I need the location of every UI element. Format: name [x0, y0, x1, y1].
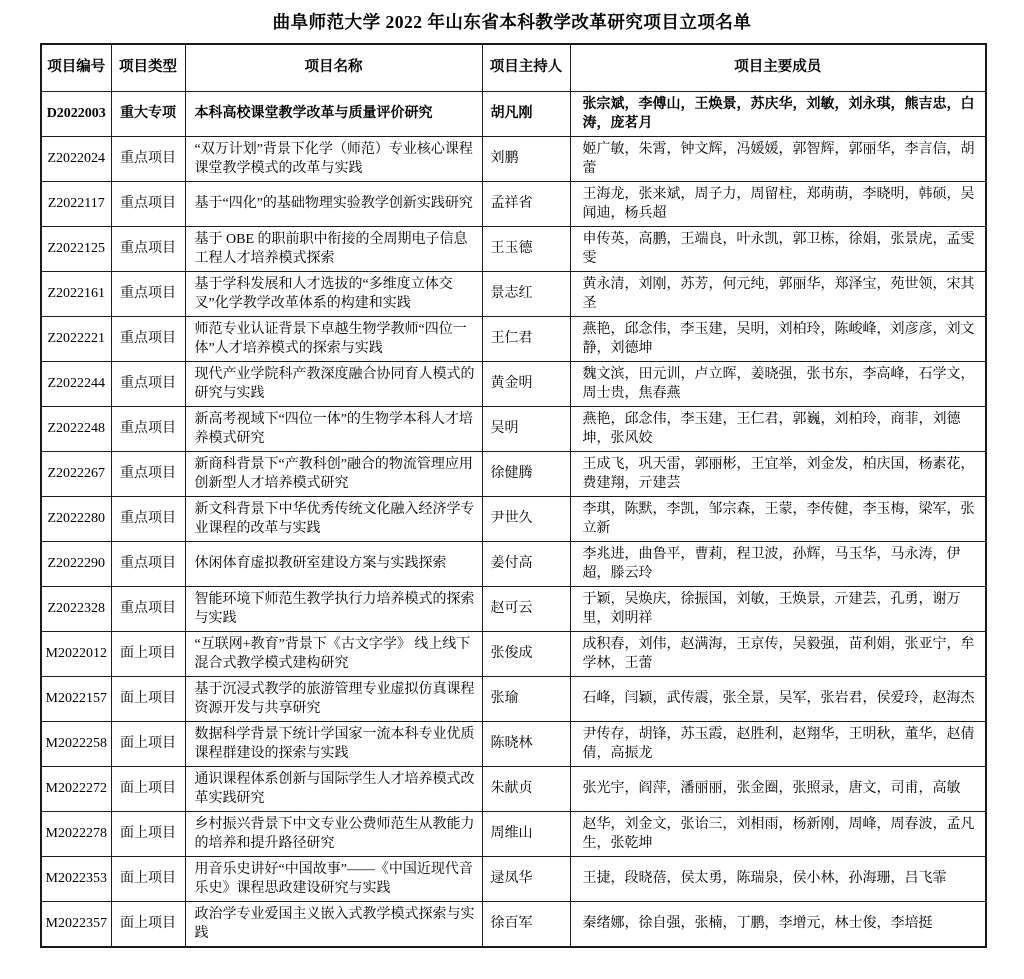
header-project-leader: 项目主持人	[482, 44, 570, 91]
project-name-cell: 智能环境下师范生教学执行力培养模式的探索与实践	[185, 586, 482, 631]
project-name-cell: “互联网+教育”背景下《古文字学》 线上线下混合式教学模式建构研究	[185, 631, 482, 676]
table-row	[41, 91, 986, 136]
project-leader-cell: 吴明	[482, 406, 570, 451]
project-members-cell: 王捷，段晓蓓，侯太勇，陈瑞泉，侯小林，孙海珊，吕飞霏	[570, 856, 986, 901]
project-leader-cell: 徐健腾	[482, 451, 570, 496]
project-members-cell: 赵华，刘金文，张诒三，刘相雨，杨新刚，周峰，周春波，孟凡生，张乾坤	[570, 811, 986, 856]
project-leader-cell: 姜付高	[482, 541, 570, 586]
project-id-cell: M2022278	[41, 811, 111, 856]
table-row	[41, 901, 986, 947]
project-id-cell: Z2022267	[41, 451, 111, 496]
project-members-cell: 李兆进，曲鲁平，曹莉，程卫波，孙辉，马玉华，马永涛，伊超，滕云玲	[570, 541, 986, 586]
project-id-cell: M2022012	[41, 631, 111, 676]
project-members-cell: 秦绪娜，徐自强，张楠，丁鹏，李增元，林士俊，李培挺	[570, 901, 986, 947]
project-id-cell: Z2022280	[41, 496, 111, 541]
project-name-cell: 乡村振兴背景下中文专业公费师范生从教能力的培养和提升路径研究	[185, 811, 482, 856]
project-type-cell: 重点项目	[111, 451, 185, 496]
project-name-cell: 新商科背景下“产教科创”融合的物流管理应用创新型人才培养模式研究	[185, 451, 482, 496]
project-members-cell: 申传英，高鹏，王端良，叶永凯，郭卫栋，徐娟，张景虎，孟雯雯	[570, 226, 986, 271]
project-leader-cell: 赵可云	[482, 586, 570, 631]
project-id-cell: Z2022024	[41, 136, 111, 181]
project-name-cell: 休闲体育虚拟教研室建设方案与实践探索	[185, 541, 482, 586]
project-id-cell: Z2022290	[41, 541, 111, 586]
table-header	[41, 44, 986, 91]
project-members-cell: 李琪，陈默，李凯，邹宗森，王蒙，李传健，李玉梅，梁军，张立新	[570, 496, 986, 541]
project-members-cell: 王成飞，巩天雷，郭丽彬，王宜举，刘金发，柏庆国，杨素花，费建翔，亓建芸	[570, 451, 986, 496]
project-name-cell: 政治学专业爱国主义嵌入式教学模式探索与实践	[185, 901, 482, 947]
project-name-cell: 基于学科发展和人才选拔的“多维度立体交叉”化学教学改革体系的构建和实践	[185, 271, 482, 316]
project-type-cell: 重点项目	[111, 361, 185, 406]
project-name-cell: 新文科背景下中华优秀传统文化融入经济学专业课程的改革与实践	[185, 496, 482, 541]
project-id-cell: M2022157	[41, 676, 111, 721]
project-leader-cell: 王仁君	[482, 316, 570, 361]
table-row	[41, 811, 986, 856]
header-project-type: 项目类型	[111, 44, 185, 91]
project-id-cell: Z2022161	[41, 271, 111, 316]
project-leader-cell: 张瑜	[482, 676, 570, 721]
table-row	[41, 406, 986, 451]
project-type-cell: 面上项目	[111, 811, 185, 856]
project-leader-cell: 胡凡刚	[482, 91, 570, 136]
project-id-cell: M2022258	[41, 721, 111, 766]
project-leader-cell: 刘鹏	[482, 136, 570, 181]
project-type-cell: 重点项目	[111, 541, 185, 586]
project-leader-cell: 尹世久	[482, 496, 570, 541]
project-type-cell: 重点项目	[111, 226, 185, 271]
project-leader-cell: 陈晓林	[482, 721, 570, 766]
project-id-cell: Z2022328	[41, 586, 111, 631]
project-id-cell: M2022272	[41, 766, 111, 811]
project-leader-cell: 徐百军	[482, 901, 570, 947]
project-name-cell: 基于“四化”的基础物理实验教学创新实践研究	[185, 181, 482, 226]
project-type-cell: 重点项目	[111, 586, 185, 631]
project-members-cell: 燕艳，邱念伟，李玉建，吴明，刘柏玲，陈峻峰，刘彦彦，刘文静，刘德坤	[570, 316, 986, 361]
project-type-cell: 面上项目	[111, 721, 185, 766]
project-name-cell: 通识课程体系创新与国际学生人才培养模式改革实践研究	[185, 766, 482, 811]
project-type-cell: 重点项目	[111, 181, 185, 226]
project-leader-cell: 朱献贞	[482, 766, 570, 811]
header-row	[41, 44, 986, 91]
table-row	[41, 136, 986, 181]
table-row	[41, 631, 986, 676]
table-row	[41, 226, 986, 271]
project-members-cell: 王海龙，张来斌，周子力，周留柱，郑萌萌，李晓明，韩硕，吴闻迪，杨兵超	[570, 181, 986, 226]
header-project-name: 项目名称	[185, 44, 482, 91]
project-type-cell: 面上项目	[111, 631, 185, 676]
project-members-cell: 尹传存，胡锋，苏玉霞，赵胜利，赵翔华，王明秋，董华，赵倩倩，高振龙	[570, 721, 986, 766]
table-row	[41, 451, 986, 496]
table-row	[41, 496, 986, 541]
project-leader-cell: 周维山	[482, 811, 570, 856]
table-row	[41, 181, 986, 226]
project-name-cell: 新高考视域下“四位一体”的生物学本科人才培养模式研究	[185, 406, 482, 451]
project-name-cell: 本科高校课堂教学改革与质量评价研究	[185, 91, 482, 136]
project-type-cell: 重点项目	[111, 136, 185, 181]
project-members-cell: 张光宇，阎萍，潘丽丽，张金圈，张照录，唐文，司甫，高敏	[570, 766, 986, 811]
project-type-cell: 重点项目	[111, 406, 185, 451]
table-row	[41, 541, 986, 586]
project-id-cell: Z2022248	[41, 406, 111, 451]
table-row	[41, 676, 986, 721]
project-id-cell: Z2022244	[41, 361, 111, 406]
project-id-cell: M2022357	[41, 901, 111, 947]
project-type-cell: 重点项目	[111, 496, 185, 541]
project-leader-cell: 逯凤华	[482, 856, 570, 901]
project-type-cell: 面上项目	[111, 901, 185, 947]
project-members-cell: 燕艳，邱念伟，李玉建，王仁君，郭巍，刘柏玲，商菲，刘德坤，张风姣	[570, 406, 986, 451]
project-name-cell: “双万计划”背景下化学（师范）专业核心课程课堂教学模式的改革与实践	[185, 136, 482, 181]
project-name-cell: 现代产业学院科产教深度融合协同育人模式的研究与实践	[185, 361, 482, 406]
header-project-members: 项目主要成员	[570, 44, 986, 91]
table-row	[41, 586, 986, 631]
project-name-cell: 用音乐史讲好“中国故事”——《中国近现代音乐史》课程思政建设研究与实践	[185, 856, 482, 901]
project-type-cell: 面上项目	[111, 856, 185, 901]
project-leader-cell: 景志红	[482, 271, 570, 316]
project-name-cell: 师范专业认证背景下卓越生物学教师“四位一体”人才培养模式的探索与实践	[185, 316, 482, 361]
project-members-cell: 石峰，闫颖，武传震，张全景，吴军，张岩君，侯爱玲，赵海杰	[570, 676, 986, 721]
table-row	[41, 361, 986, 406]
project-name-cell: 基于沉浸式教学的旅游管理专业虚拟仿真课程资源开发与共享研究	[185, 676, 482, 721]
project-leader-cell: 黄金明	[482, 361, 570, 406]
project-leader-cell: 张俊成	[482, 631, 570, 676]
project-leader-cell: 孟祥省	[482, 181, 570, 226]
table-row	[41, 766, 986, 811]
project-id-cell: Z2022221	[41, 316, 111, 361]
project-name-cell: 数据科学背景下统计学国家一流本科专业优质课程群建设的探索与实践	[185, 721, 482, 766]
project-type-cell: 面上项目	[111, 676, 185, 721]
project-members-cell: 魏文滨，田元训，卢立晖，姜晓强，张书东，李高峰，石学文，周士贵，焦春燕	[570, 361, 986, 406]
project-members-cell: 姬广敏，朱霄，钟文辉，冯媛媛，郭智辉，郭丽华，李言信，胡蕾	[570, 136, 986, 181]
projects-table	[40, 43, 987, 948]
project-id-cell: D2022003	[41, 91, 111, 136]
project-id-cell: Z2022117	[41, 181, 111, 226]
table-row	[41, 316, 986, 361]
project-members-cell: 于颖，吴焕庆，徐振国，刘敏，王焕景，亓建芸，孔勇，谢万里，刘明祥	[570, 586, 986, 631]
project-type-cell: 重点项目	[111, 271, 185, 316]
project-name-cell: 基于 OBE 的职前职中衔接的全周期电子信息工程人才培养模式探索	[185, 226, 482, 271]
table-row	[41, 856, 986, 901]
project-type-cell: 面上项目	[111, 766, 185, 811]
table-row	[41, 271, 986, 316]
project-members-cell: 张宗斌，李傅山，王焕景，苏庆华，刘敏，刘永琪，熊吉忠，白涛，庞茗月	[570, 91, 986, 136]
project-leader-cell: 王玉德	[482, 226, 570, 271]
project-id-cell: M2022353	[41, 856, 111, 901]
table-row	[41, 721, 986, 766]
page-title: 曲阜师范大学 2022 年山东省本科教学改革研究项目立项名单	[272, 12, 752, 32]
project-id-cell: Z2022125	[41, 226, 111, 271]
projects-table-body	[41, 91, 986, 947]
project-members-cell: 黄永清，刘刚，苏芳，何元纯，郭丽华，郑泽宝，苑世领，宋其圣	[570, 271, 986, 316]
project-members-cell: 成积春，刘伟，赵满海，王京传，吴毅强，苗利娟，张亚宁，牟学林，王蕾	[570, 631, 986, 676]
header-project-id: 项目编号	[41, 44, 111, 91]
project-type-cell: 重大专项	[111, 91, 185, 136]
project-type-cell: 重点项目	[111, 316, 185, 361]
